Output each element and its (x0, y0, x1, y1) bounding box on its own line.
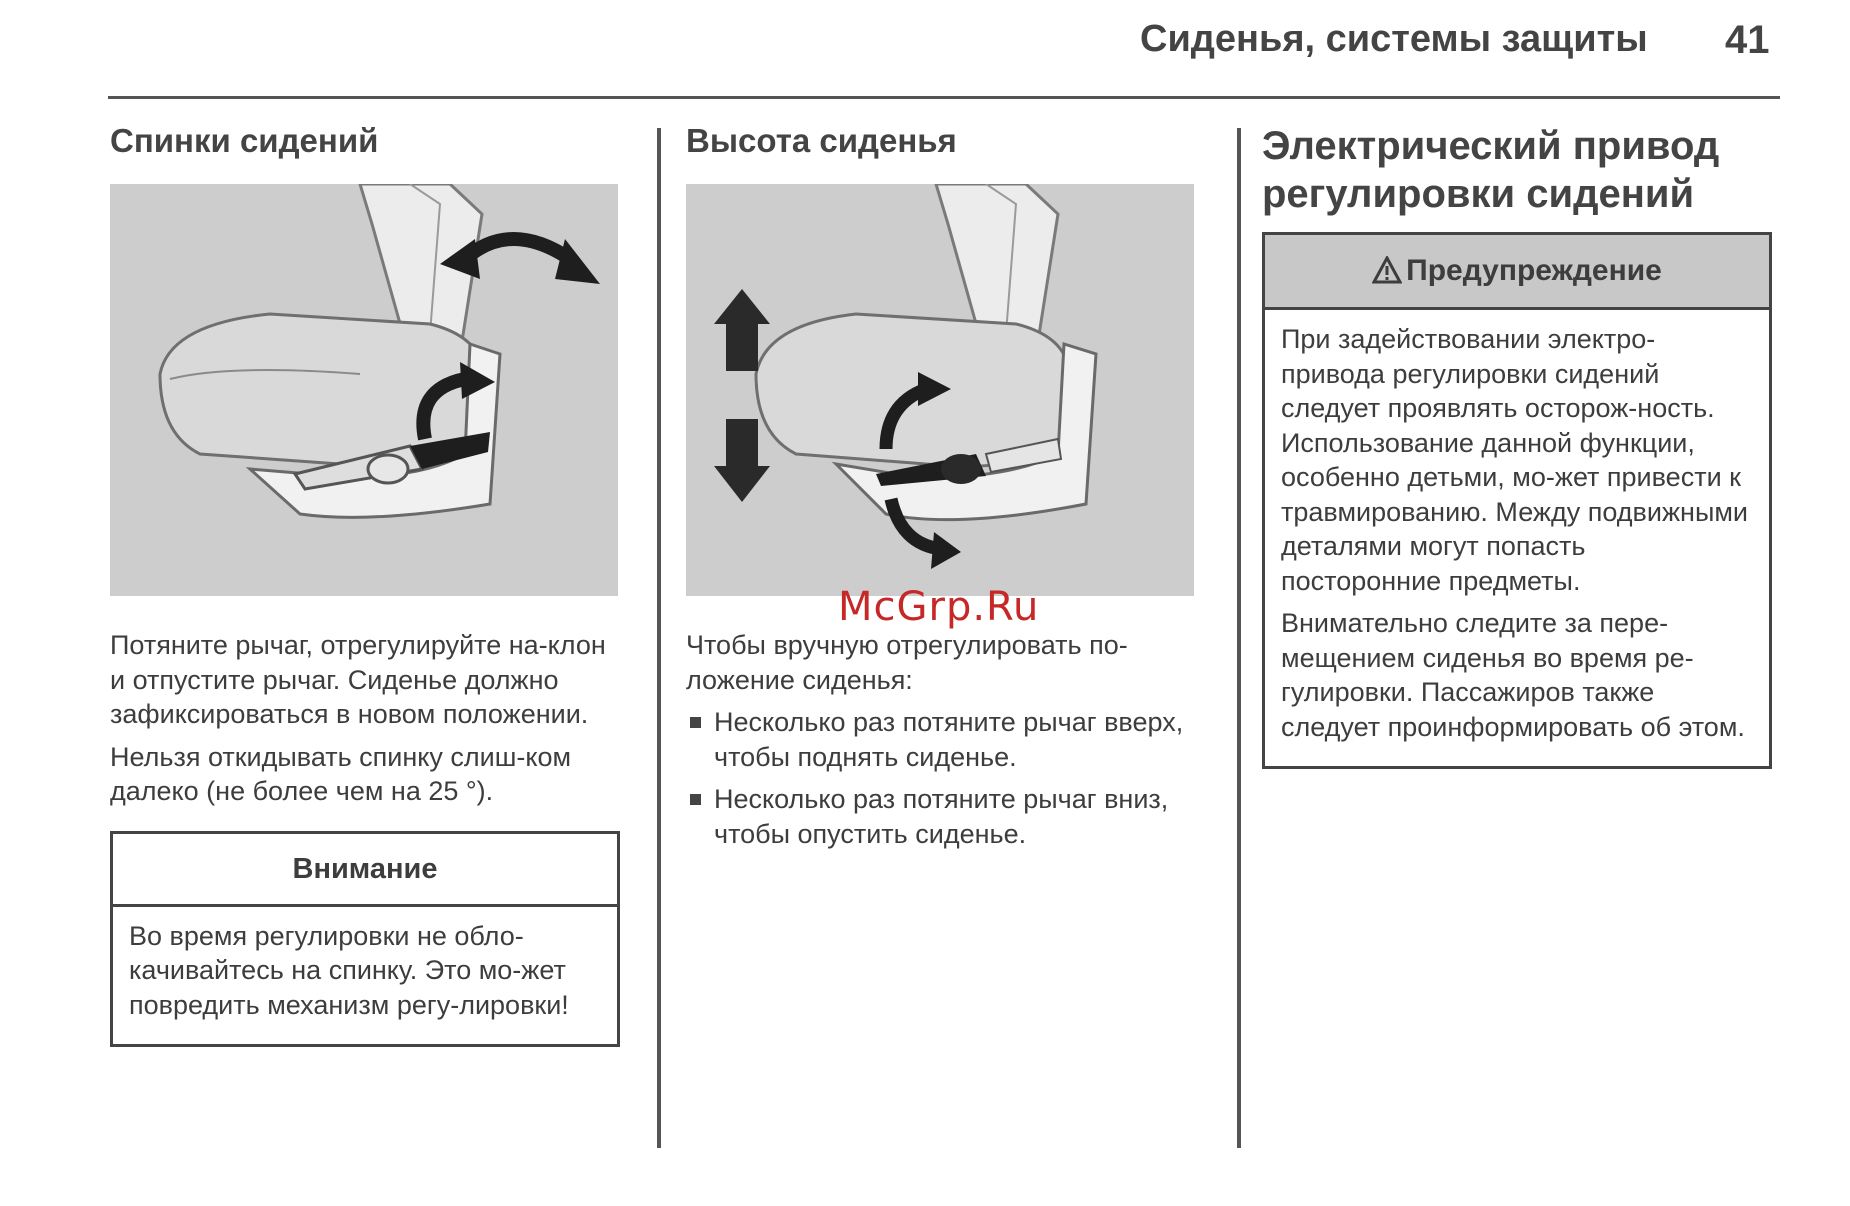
list-item-text: Несколько раз потяните рычаг вниз, чтобы опустить сиденье. (714, 784, 1169, 849)
watermark: McGrp.Ru (838, 584, 1040, 630)
header-rule (108, 96, 1780, 99)
page-number: 41 (1725, 18, 1770, 62)
notice-box (110, 831, 620, 1048)
bullet-list (686, 705, 1196, 851)
paragraph: Нельзя откидывать спинку слиш-ком далеко (не более чем на 25 °). (110, 741, 572, 806)
list-item (686, 782, 1196, 851)
warning-header (1265, 235, 1769, 310)
section-title: Электрический привод регулировки сидений (1262, 124, 1720, 216)
section-title: Высота сиденья (686, 122, 957, 159)
column-divider (657, 128, 661, 1148)
notice-text: Во время регулировки не обло-качивайтесь на спинку. Это мо-жет повредить механизм регу-лировки! (129, 920, 569, 1020)
list-item (686, 705, 1196, 774)
bullet-icon (690, 794, 701, 805)
list-item-text: Несколько раз потяните рычаг вверх, чтобы поднять сиденье. (714, 707, 1184, 772)
section-electric-adjust (1262, 122, 1772, 769)
warning-title: Предупреждение (1406, 254, 1662, 287)
paragraph: Потяните рычаг, отрегулируйте на-клон и отпустите рычаг. Сиденье должно зафиксироваться в новом положении. (110, 630, 606, 729)
seat-backrest-illustration (110, 184, 618, 596)
section-backrest (110, 122, 620, 1047)
section-title: Спинки сидений (110, 122, 379, 159)
section-seat-height (686, 122, 1196, 859)
column-divider (1237, 128, 1241, 1148)
paragraph: Чтобы вручную отрегулировать по-ложение сиденья: (686, 630, 1128, 695)
page-header-title: Сиденья, системы защиты (1140, 18, 1648, 60)
seat-height-illustration (686, 184, 1194, 596)
warning-text: Внимательно следите за пере-мещением сиденья во время ре-гулировки. Пассажиров также следует проинформировать об этом. (1281, 608, 1745, 742)
warning-text: При задействовании электро-привода регулировки сидений следует проявлять осторож-ность. Использование данной функции, особенно детьми, мо-жет привести к травмированию. Между подвижными деталями могут попасть посторонние предметы. (1281, 324, 1748, 596)
notice-title: Внимание (113, 834, 617, 907)
bullet-icon (690, 717, 701, 728)
warning-triangle-icon (1372, 256, 1402, 284)
warning-box (1262, 232, 1772, 769)
